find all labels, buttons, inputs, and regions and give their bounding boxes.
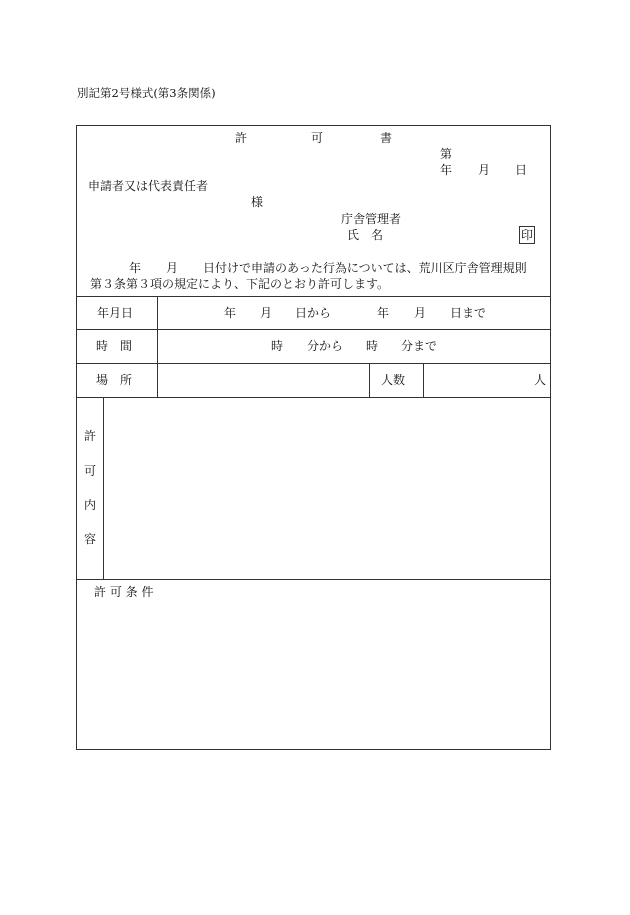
people-unit: 人 [534, 373, 547, 387]
statement-month: 月 [166, 261, 179, 275]
date-from-year: 年 [224, 306, 237, 320]
place-row-label: 場 所 [96, 373, 133, 387]
content-label-divider [103, 397, 104, 579]
time-to-hour: 時 [366, 339, 379, 353]
issue-year: 年 [440, 163, 453, 177]
conditions-label: 許 可 条 件 [94, 585, 154, 599]
time-from-hour: 時 [271, 339, 284, 353]
content-label-char-1: 許 [84, 429, 97, 443]
date-row-label: 年月日 [97, 306, 134, 320]
time-row-label: 時 間 [96, 339, 133, 353]
honorific: 様 [251, 195, 264, 209]
row-divider-3 [77, 397, 550, 398]
row-divider-1 [77, 329, 550, 330]
content-label-char-2: 可 [84, 464, 97, 478]
date-from-day: 日から [295, 306, 332, 320]
row-divider-2 [77, 363, 550, 364]
statement-text-line2: 第３条第３項の規定により、下記のとおり許可します。 [90, 277, 390, 291]
title-char-3: 書 [380, 131, 393, 145]
people-value-divider [423, 363, 424, 397]
permit-form [76, 125, 551, 750]
people-count-label: 人数 [381, 373, 406, 387]
label-column-divider [157, 296, 158, 397]
time-from-minute: 分から [307, 339, 344, 353]
issue-month: 月 [478, 163, 491, 177]
permit-number-prefix: 第 [440, 147, 453, 161]
row-divider-4 [77, 579, 550, 580]
date-from-month: 月 [260, 306, 273, 320]
seal-mark: 印 [521, 228, 534, 242]
issue-day: 日 [515, 163, 528, 177]
place-people-divider [369, 363, 370, 397]
date-to-day: 日まで [450, 306, 487, 320]
name-label: 氏 名 [347, 228, 384, 242]
date-to-month: 月 [414, 306, 427, 320]
statement-text-line1: 日付けで申請のあった行為については、荒川区庁舎管理規則 [203, 261, 527, 275]
title-char-1: 許 [235, 131, 248, 145]
table-top-border [77, 296, 550, 297]
content-label-char-4: 容 [84, 532, 97, 546]
date-to-year: 年 [377, 306, 390, 320]
applicant-label: 申請者又は代表責任者 [88, 179, 209, 193]
time-to-minute: 分まで [401, 339, 438, 353]
form-caption: 別記第2号様式(第3条関係) [77, 86, 216, 100]
title-char-2: 可 [311, 131, 324, 145]
manager-title: 庁舎管理者 [341, 212, 402, 226]
statement-year: 年 [129, 261, 142, 275]
content-label-char-3: 内 [84, 498, 97, 512]
